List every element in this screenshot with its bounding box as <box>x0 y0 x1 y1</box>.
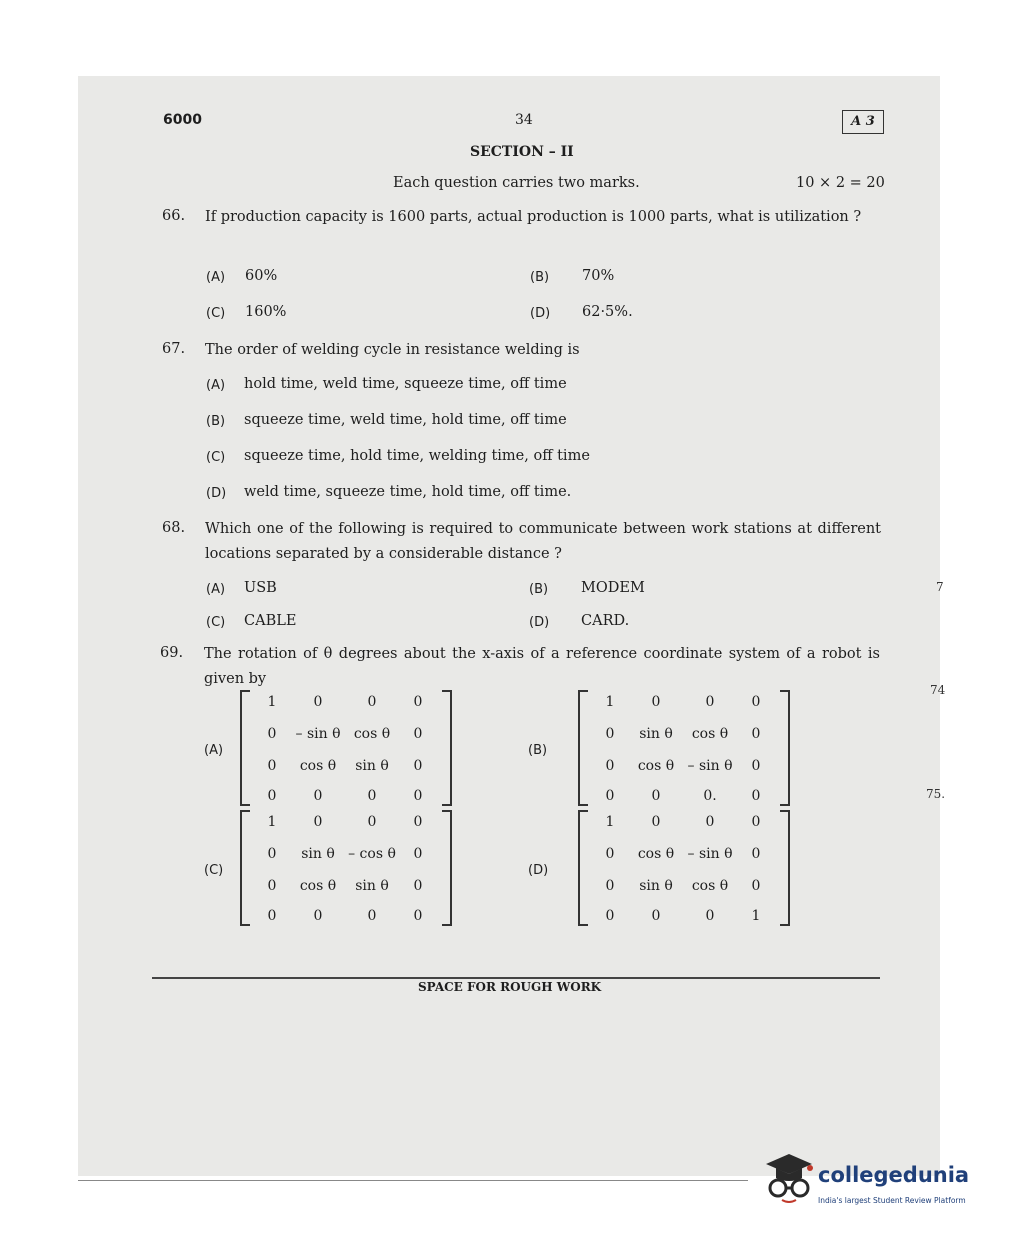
matrix-cell: cos θ <box>299 758 337 774</box>
option-label: (B) <box>528 743 548 758</box>
option-text: 160% <box>245 304 287 320</box>
matrix-cell: 0 <box>751 878 761 894</box>
question-number: 66. <box>162 208 186 224</box>
option-label: (D) <box>528 863 549 878</box>
paper-code: 6000 <box>163 112 202 128</box>
matrix-cell: sin θ <box>639 726 673 742</box>
matrix-cell: 0 <box>705 908 715 924</box>
option-text: squeeze time, hold time, welding time, off time <box>244 448 590 464</box>
matrix-bracket-left <box>578 690 588 806</box>
option-text: weld time, squeeze time, hold time, off time. <box>244 484 572 500</box>
matrix-cell: 0 <box>413 694 423 710</box>
divider <box>152 977 880 979</box>
matrix-cell: 0 <box>413 908 423 924</box>
page-number: 34 <box>515 112 533 128</box>
matrix-cell: 0 <box>651 814 661 830</box>
matrix-cell: 1 <box>605 694 615 710</box>
matrix-cell: 0. <box>703 788 717 804</box>
matrix-cell: 0 <box>413 758 423 774</box>
option-label: (C) <box>206 615 226 630</box>
matrix-cell: 0 <box>705 694 715 710</box>
matrix-bracket-left <box>240 690 250 806</box>
matrix-cell: sin θ <box>301 846 335 862</box>
matrix-cell: 0 <box>413 814 423 830</box>
option-label: (B) <box>206 414 226 429</box>
matrix-cell: – sin θ <box>687 846 733 862</box>
matrix-cell: 0 <box>751 694 761 710</box>
option-label: (A) <box>206 378 226 393</box>
matrix-cell: 0 <box>367 694 377 710</box>
matrix-bracket-right <box>442 690 452 806</box>
section-title: SECTION – II <box>470 144 574 160</box>
matrix-cell: 1 <box>751 908 761 924</box>
matrix-cell: cos θ <box>299 878 337 894</box>
option-label: (B) <box>530 270 550 285</box>
option-label: (A) <box>204 743 224 758</box>
matrix-cell: 0 <box>313 694 323 710</box>
page-edge <box>78 1180 748 1181</box>
option-label: (A) <box>206 270 226 285</box>
option-text: 62·5%. <box>582 304 633 320</box>
matrix-cell: 0 <box>267 758 277 774</box>
side-mark: 74 <box>930 683 946 697</box>
matrix-cell: – cos θ <box>348 846 396 862</box>
section-marks: 10 × 2 = 20 <box>796 175 885 191</box>
option-label: (C) <box>206 306 226 321</box>
matrix-cell: 0 <box>313 788 323 804</box>
matrix-cell: 0 <box>267 788 277 804</box>
booklet-series-box: A 3 <box>842 110 884 134</box>
option-text: CARD. <box>581 613 630 629</box>
matrix-cell: 0 <box>605 758 615 774</box>
matrix-cell: 0 <box>751 758 761 774</box>
option-text: hold time, weld time, squeeze time, off time <box>244 376 567 392</box>
matrix-cell: 0 <box>267 878 277 894</box>
matrix-bracket-right <box>780 810 790 926</box>
matrix-cell: 0 <box>605 878 615 894</box>
question-number: 69. <box>160 645 184 661</box>
matrix-cell: sin θ <box>355 758 389 774</box>
matrix-bracket-left <box>578 810 588 926</box>
matrix-cell: – sin θ <box>687 758 733 774</box>
question-text: The rotation of θ degrees about the x-axis of a reference coordinate system of a robot is given by <box>204 646 880 687</box>
matrix-cell: 0 <box>651 788 661 804</box>
option-text: 70% <box>582 268 615 284</box>
matrix-cell: 0 <box>367 788 377 804</box>
option-label: (D) <box>530 306 551 321</box>
matrix-cell: 0 <box>651 908 661 924</box>
matrix-option-a <box>240 690 452 804</box>
watermark-brand: collegedunia <box>818 1163 970 1187</box>
option-label: (B) <box>529 582 549 597</box>
matrix-cell: 1 <box>605 814 615 830</box>
watermark-tagline: India's largest Student Review Platform <box>818 1196 966 1205</box>
matrix-cell: 0 <box>751 846 761 862</box>
option-label: (C) <box>204 863 224 878</box>
matrix-cell: 0 <box>751 814 761 830</box>
matrix-option-c <box>240 810 452 924</box>
matrix-cell: 0 <box>313 908 323 924</box>
option-label: (A) <box>206 582 226 597</box>
matrix-cell: cos θ <box>691 726 729 742</box>
side-mark: 75. <box>926 787 946 801</box>
matrix-bracket-left <box>240 810 250 926</box>
matrix-cell: 0 <box>605 726 615 742</box>
option-text: MODEM <box>581 580 645 596</box>
matrix-cell: 0 <box>605 908 615 924</box>
matrix-cell: sin θ <box>355 878 389 894</box>
option-label: (C) <box>206 450 226 465</box>
matrix-bracket-right <box>780 690 790 806</box>
matrix-option-b <box>578 690 790 804</box>
question-number: 67. <box>162 341 186 357</box>
section-instruction: Each question carries two marks. <box>393 175 640 191</box>
matrix-cell: 0 <box>751 788 761 804</box>
option-label: (D) <box>206 486 227 501</box>
matrix-cell: 0 <box>605 788 615 804</box>
question-text: If production capacity is 1600 parts, actual production is 1000 parts, what is utilization ? <box>205 209 862 225</box>
matrix-cell: – sin θ <box>295 726 341 742</box>
matrix-cell: 0 <box>313 814 323 830</box>
side-mark: 7 <box>936 580 944 594</box>
question-number: 68. <box>162 520 186 536</box>
option-text: CABLE <box>244 613 297 629</box>
graduate-mascot-icon <box>762 1150 816 1206</box>
matrix-cell: cos θ <box>637 846 675 862</box>
matrix-cell: 0 <box>705 814 715 830</box>
matrix-cell: sin θ <box>639 878 673 894</box>
matrix-cell: 0 <box>267 908 277 924</box>
option-text: 60% <box>245 268 278 284</box>
matrix-bracket-right <box>442 810 452 926</box>
matrix-cell: 0 <box>367 814 377 830</box>
matrix-cell: 0 <box>413 878 423 894</box>
matrix-cell: 0 <box>367 908 377 924</box>
matrix-cell: 0 <box>651 694 661 710</box>
matrix-cell: cos θ <box>353 726 391 742</box>
matrix-cell: 1 <box>267 694 277 710</box>
matrix-cell: 0 <box>751 726 761 742</box>
rough-work-label: SPACE FOR ROUGH WORK <box>418 980 602 994</box>
matrix-option-d <box>578 810 790 924</box>
option-text: squeeze time, weld time, hold time, off time <box>244 412 567 428</box>
matrix-cell: 0 <box>267 846 277 862</box>
matrix-cell: 0 <box>413 788 423 804</box>
question-text: Which one of the following is required to communicate between work stations at different locations separated by a considerable distance ? <box>205 521 881 562</box>
question-text: The order of welding cycle in resistance welding is <box>205 342 580 358</box>
option-label: (D) <box>529 615 550 630</box>
matrix-cell: 0 <box>413 846 423 862</box>
matrix-cell: 1 <box>267 814 277 830</box>
matrix-cell: 0 <box>267 726 277 742</box>
matrix-cell: cos θ <box>637 758 675 774</box>
matrix-cell: 0 <box>413 726 423 742</box>
matrix-cell: cos θ <box>691 878 729 894</box>
option-text: USB <box>244 580 277 596</box>
matrix-cell: 0 <box>605 846 615 862</box>
